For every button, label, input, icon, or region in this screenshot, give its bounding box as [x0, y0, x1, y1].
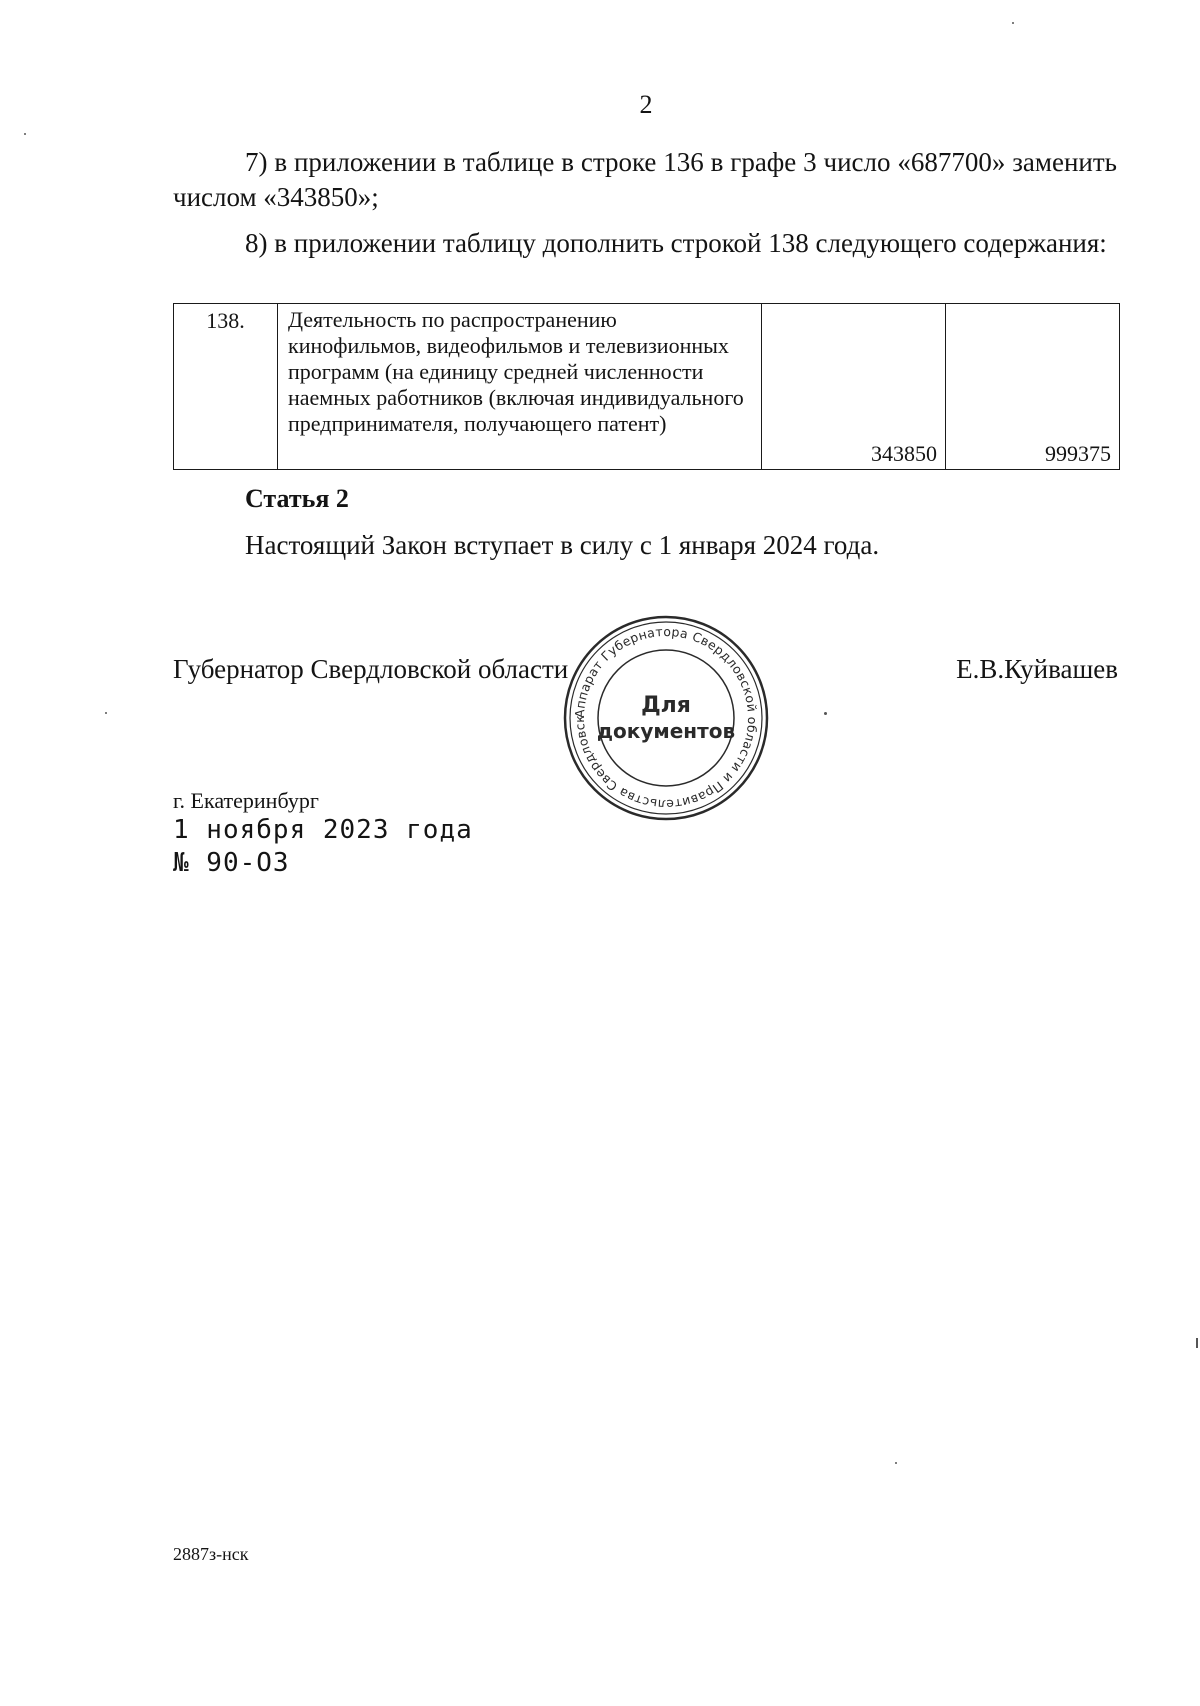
table-row — [174, 304, 1120, 470]
law-number-line: № 90-ОЗ — [173, 848, 290, 878]
date-line: 1 ноября 2023 года — [173, 815, 473, 845]
amendment-item-8-text: 8) в приложении таблицу дополнить строкой 138 следующего содержания: — [245, 228, 1107, 258]
stamp-ring-text: Аппарат Губернатора Свердловской области и Правительства Свердловск — [571, 623, 761, 813]
scan-speck — [105, 712, 107, 714]
scan-speck — [895, 1462, 897, 1464]
amendment-item-7 — [173, 145, 1117, 215]
amendment-item-7-text: 7) в приложении в таблице в строке 136 в графе 3 число «687700» заменить числом «343850»; — [173, 147, 1117, 212]
stamp-center-line2: документов — [596, 719, 736, 743]
city-line: г. Екатеринбург — [173, 788, 319, 813]
row-value-cell-1: 343850 — [762, 304, 946, 470]
row-description-cell: Деятельность по распространению кинофильмов, видеофильмов и телевизионных программ (на единицу средней численности наемных работников (включая индивидуального предпринимателя, получающего патент) — [278, 304, 762, 470]
scan-speck — [24, 133, 26, 135]
official-stamp — [560, 612, 772, 824]
scan-speck — [1196, 1338, 1198, 1348]
article-text: Настоящий Закон вступает в силу с 1 января 2024 года. — [245, 530, 880, 560]
governor-title: Губернатор Свердловской области — [173, 654, 569, 684]
article-title: Статья 2 — [245, 484, 349, 513]
amendment-table — [173, 303, 1120, 470]
scan-speck — [824, 712, 827, 715]
governor-name: Е.В.Куйвашев — [956, 654, 1118, 684]
row-value-cell-2: 999375 — [946, 304, 1120, 470]
page-number: 2 — [639, 90, 653, 119]
amendment-item-8 — [173, 226, 1117, 261]
footer-code: 2887з-нск — [173, 1544, 249, 1564]
scan-speck — [1012, 22, 1014, 24]
stamp-center-line1: Для — [641, 693, 691, 718]
row-number-cell: 138. — [174, 304, 278, 470]
stamp-seal-icon — [560, 612, 772, 824]
